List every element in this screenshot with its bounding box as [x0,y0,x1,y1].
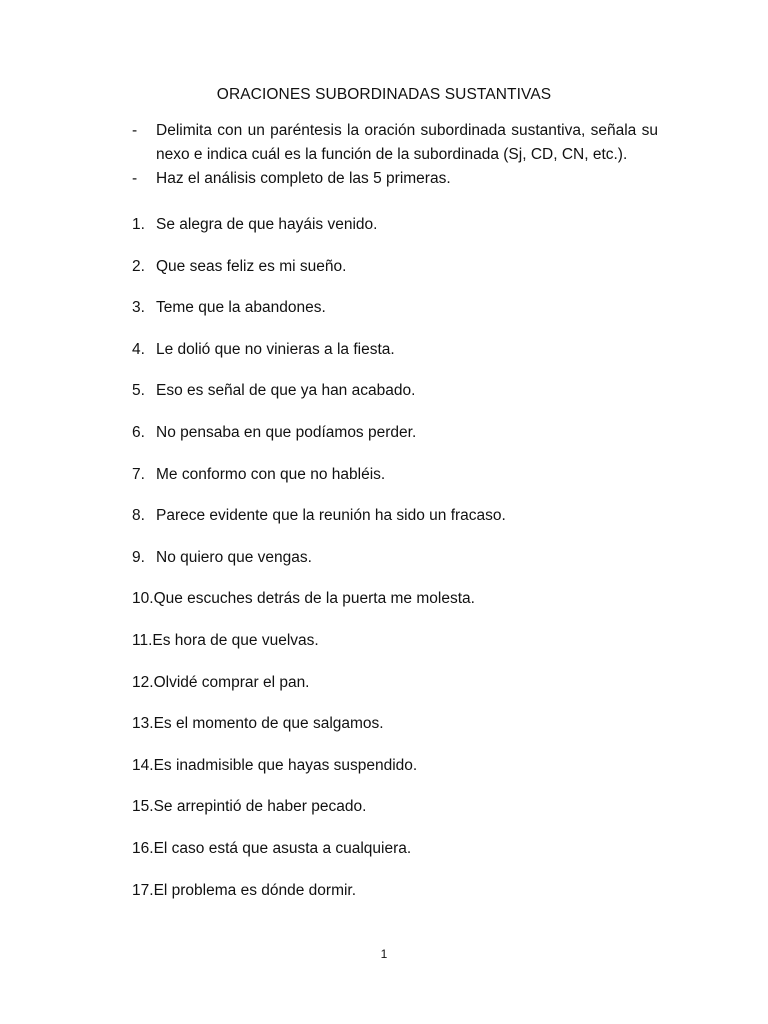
exercise-sentence: Me conformo con que no habléis. [156,465,386,483]
exercise-item [132,213,658,255]
exercise-sentence: El problema es dónde dormir. [153,881,357,899]
exercise-item [132,296,658,338]
instruction-marker: - [132,122,138,139]
exercise-number: 9. [132,548,145,566]
exercise-sentence: Teme que la abandones. [156,299,326,317]
exercise-sentence: Le dolió que no vinieras a la fiesta. [156,340,395,358]
exercise-sentence: Se alegra de que hayáis venido. [156,216,378,233]
exercise-sentence: Se arrepintió de haber pecado. [153,798,367,816]
exercise-number: 8. [132,507,145,525]
exercise-item [132,712,658,754]
exercise-sentence: Es inadmisible que hayas suspendido. [153,756,418,774]
exercise-sentence: El caso está que asusta a cualquiera. [153,839,412,857]
exercise-item [132,463,658,505]
exercise-number: 5. [132,382,145,400]
exercise-sentence: Es hora de que vuelvas. [152,631,319,649]
exercise-item [132,546,658,588]
exercise-item [132,338,658,380]
document-title: ORACIONES SUBORDINADAS SUSTANTIVAS [216,86,552,103]
exercise-number: 13. [132,715,154,733]
exercise-sentence: Olvidé comprar el pan. [153,673,310,691]
exercise-number: 16. [132,839,154,857]
exercise-item [132,504,658,546]
instruction-item [132,167,658,191]
exercise-number: 14. [132,756,154,774]
instruction-item [132,119,658,167]
instruction-marker: - [132,170,138,187]
exercise-number: 2. [132,257,145,275]
exercise-item [132,671,658,713]
page-number: 1 [380,947,388,961]
exercise-item [132,421,658,463]
exercise-sentence: Que escuches detrás de la puerta me molesta. [153,590,475,608]
instruction-text: Haz el análisis completo de las 5 primeras. [156,170,451,187]
exercise-number: 17. [132,881,154,899]
exercise-number: 11. [132,631,153,649]
exercise-number: 7. [132,465,145,483]
exercise-sentence: Es el momento de que salgamos. [153,715,384,733]
exercise-sentence: Que seas feliz es mi sueño. [156,257,347,275]
exercise-number: 12. [132,673,154,691]
exercise-sentence: Parece evidente que la reunión ha sido un fracaso. [156,507,506,525]
exercise-item [132,754,658,796]
exercise-item [132,379,658,421]
instruction-text: Delimita con un paréntesis la oración subordinada sustantiva, señala su nexo e indica cuál es la función de la subordinada (Sj, CD, CN, etc.). [156,122,658,163]
exercise-item [132,837,658,879]
exercise-number: 4. [132,340,145,358]
exercise-number: 6. [132,423,145,441]
exercise-sentence: Eso es señal de que ya han acabado. [156,382,416,400]
exercise-number: 1. [132,216,145,233]
exercise-number: 3. [132,299,145,317]
exercise-number: 15. [132,798,154,816]
exercise-number: 10. [132,590,154,608]
exercise-item [132,879,658,921]
exercise-item [132,629,658,671]
exercise-sentence: No pensaba en que podíamos perder. [156,423,417,441]
exercise-item [132,255,658,297]
exercise-sentence: No quiero que vengas. [156,548,312,566]
exercise-list [132,213,658,920]
instructions-list [132,119,658,191]
exercise-item [132,587,658,629]
exercise-item [132,795,658,837]
